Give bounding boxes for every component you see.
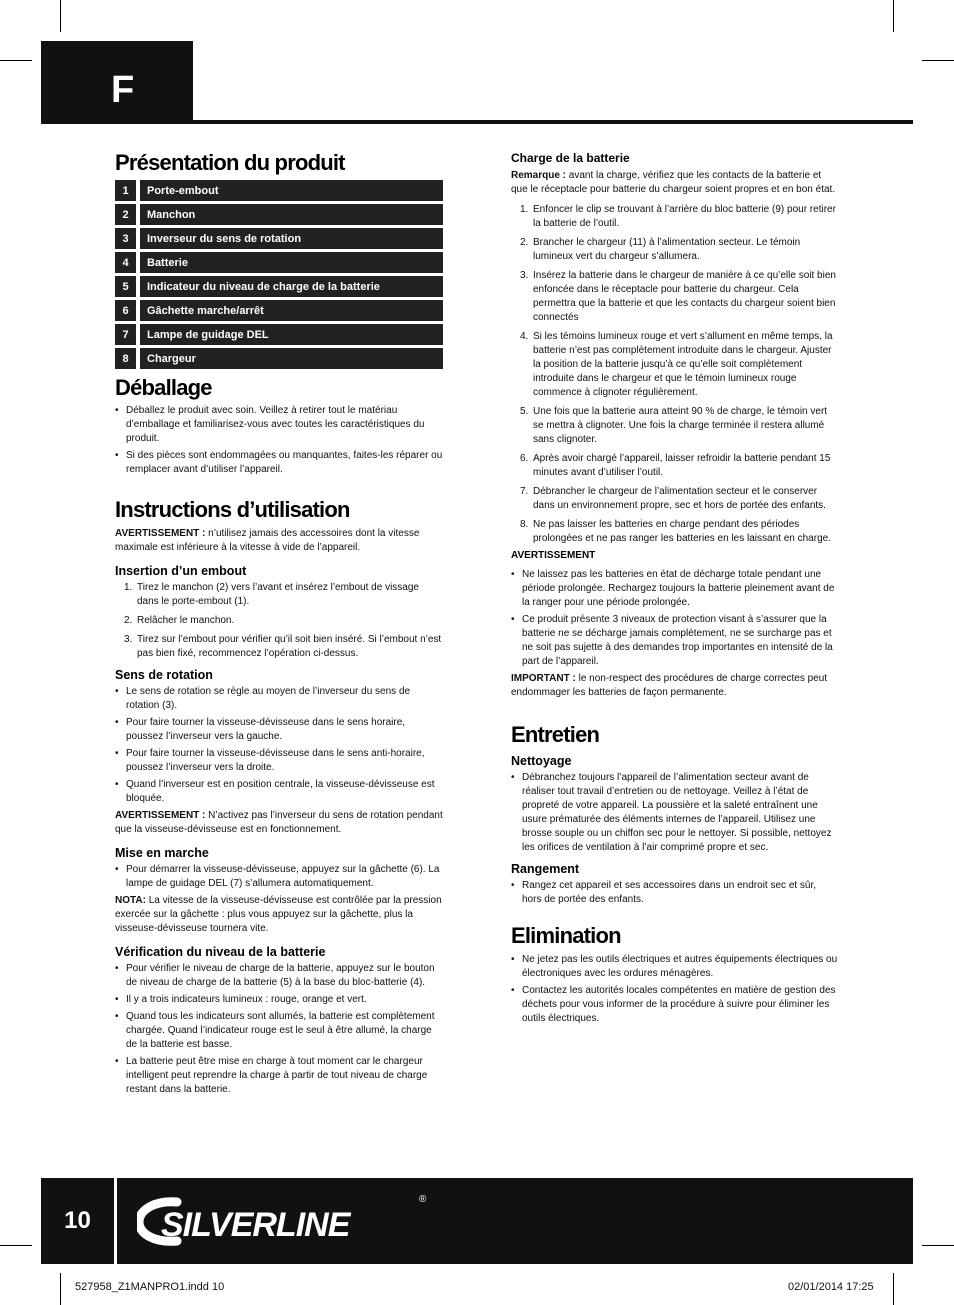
list-item: • Quand l’inverseur est en position centrale, la visseuse-dévisseuse est bloquée. — [115, 778, 443, 806]
step-number: 1. — [124, 582, 133, 593]
language-tab — [41, 41, 193, 124]
rangement-list — [511, 879, 838, 907]
parts-label: Gâchette marche/arrêt — [140, 300, 443, 321]
crop-mark — [893, 1273, 894, 1305]
crop-mark — [60, 0, 61, 32]
parts-row — [115, 324, 443, 345]
list-item: • Ne laissez pas les batteries en état de décharge totale pendant une période prolongée. Rechargez toujours la batterie pleinement avant de la ranger pour une période prolongée. — [511, 568, 838, 610]
parts-number: 8 — [115, 348, 136, 369]
section-title-entretien: Entretien — [511, 722, 600, 747]
list-item: • Débranchez toujours l’appareil de l’alimentation secteur avant de réaliser tout travail d’entretien ou de nettoyage. Veillez à l’état de propreté de votre appareil. La poussière et la saleté entraînent une usure prématurée des éléments internes de l’appareil. Utilisez une brosse souple ou un chiffon sec pour le nettoyer. Si possible, nettoyez les orifices de ventilation à l’air comprimé propre et sec. — [511, 771, 838, 855]
svg-text:SILVERLINE: SILVERLINE — [161, 1206, 350, 1244]
footer-divider — [114, 1178, 117, 1264]
parts-label: Lampe de guidage DEL — [140, 324, 443, 345]
step-text: Débrancher le chargeur de l’alimentation secteur et le conserver dans un environnement propre, sec et hors de portée des enfants. — [533, 486, 826, 511]
parts-row — [115, 252, 443, 273]
step-item — [511, 236, 838, 264]
step-item — [115, 614, 443, 628]
list-item: • Pour vérifier le niveau de charge de la batterie, appuyez sur le bouton de niveau de charge de la batterie (5) à la base du bloc-batterie (4). — [115, 962, 443, 990]
subheading-rangement: Rangement — [511, 862, 580, 876]
step-number: 3. — [520, 270, 529, 281]
list-item: • Si des pièces sont endommagées ou manquantes, faites-les réparer ou remplacer avant d’utiliser l’appareil. — [115, 449, 443, 477]
parts-row — [115, 348, 443, 369]
slug-date: 02/01/2014 17:25 — [788, 1281, 874, 1293]
list-item: • Déballez le produit avec soin. Veillez à retirer tout le matériau d’emballage et familiarisez-vous avec toutes les caractéristiques du produit. — [115, 404, 443, 446]
subheading-nettoyage: Nettoyage — [511, 754, 572, 768]
parts-number: 1 — [115, 180, 136, 201]
parts-number: 2 — [115, 204, 136, 225]
deballage-list — [115, 404, 443, 477]
subheading-marche: Mise en marche — [115, 846, 209, 860]
step-item — [511, 203, 838, 231]
crop-mark — [922, 60, 954, 61]
page-number: 10 — [64, 1207, 91, 1234]
step-item — [511, 405, 838, 447]
list-item: • Le sens de rotation se règle au moyen de l’inverseur du sens de rotation (3). — [115, 685, 443, 713]
step-item — [511, 269, 838, 325]
step-number: 5. — [520, 406, 529, 417]
parts-table — [115, 180, 443, 369]
step-text: Après avoir chargé l’appareil, laisser refroidir la batterie pendant 15 minutes avant d’utiliser l’outil. — [533, 453, 831, 478]
rotation-warning: AVERTISSEMENT : N’activez pas l’inverseur du sens de rotation pendant que la visseuse-dévisseuse est en fonctionnement. — [115, 810, 443, 835]
crop-mark — [0, 1245, 32, 1246]
right-column — [511, 150, 838, 1029]
parts-row — [115, 300, 443, 321]
marche-list — [115, 863, 443, 891]
step-text: Tirez le manchon (2) vers l’avant et insérez l’embout de vissage dans le porte-embout (1). — [137, 582, 419, 607]
step-number: 1. — [520, 204, 529, 215]
parts-label: Batterie — [140, 252, 443, 273]
charge-steps — [511, 203, 838, 546]
crop-mark — [0, 60, 32, 61]
parts-number: 3 — [115, 228, 136, 249]
step-number: 7. — [520, 486, 529, 497]
list-item: • Il y a trois indicateurs lumineux : rouge, orange et vert. — [115, 993, 443, 1007]
insertion-steps — [115, 581, 443, 661]
list-item: • Contactez les autorités locales compétentes en matière de gestion des déchets pour vous informer de la procédure à suivre pour éliminer les outils électriques. — [511, 984, 838, 1026]
list-item: • Pour faire tourner la visseuse-dévisseuse dans le sens horaire, poussez l’inverseur vers la gauche. — [115, 716, 443, 744]
step-number: 4. — [520, 331, 529, 342]
parts-label: Inverseur du sens de rotation — [140, 228, 443, 249]
step-number: 3. — [124, 634, 133, 645]
crop-mark — [893, 0, 894, 32]
header-rule — [193, 120, 913, 124]
step-item — [511, 485, 838, 513]
left-column — [115, 150, 443, 1100]
section-title-elimination: Elimination — [511, 923, 621, 948]
silverline-logo — [137, 1186, 437, 1256]
parts-number: 4 — [115, 252, 136, 273]
charge-important: IMPORTANT : le non-respect des procédures de charge correctes peut endommager les batteries de façon permanente. — [511, 673, 828, 698]
parts-label: Porte-embout — [140, 180, 443, 201]
list-item: • Pour faire tourner la visseuse-dévisseuse dans le sens anti-horaire, poussez l’inverseur vers la droite. — [115, 747, 443, 775]
list-item: • Pour démarrer la visseuse-dévisseuse, appuyez sur la gâchette (6). La lampe de guidage DEL (7) s’allumera automatiquement. — [115, 863, 443, 891]
parts-label: Indicateur du niveau de charge de la batterie — [140, 276, 443, 297]
step-text: Si les témoins lumineux rouge et vert s’allument en même temps, la batterie n’est pas complètement introduite dans le chargeur. Ajuster la position de la batterie jusqu’à ce qu’elle soit complètement introduite dans le chargeur et que le témoin lumineux rouge commence à clignoter régulièrement. — [533, 331, 833, 398]
language-letter: F — [111, 69, 135, 111]
step-text: Tirez sur l’embout pour vérifier qu’il soit bien inséré. Si l’embout n’est pas bien fixé, recommencez l’opération ci-dessus. — [137, 634, 442, 659]
crop-mark — [60, 1273, 61, 1305]
parts-label: Chargeur — [140, 348, 443, 369]
charge-warning-list — [511, 568, 838, 669]
list-item: • Rangez cet appareil et ses accessoires dans un endroit sec et sûr, hors de portée des enfants. — [511, 879, 838, 907]
step-number: 2. — [124, 615, 133, 626]
nettoyage-list — [511, 771, 838, 855]
list-item: • Ne jetez pas les outils électriques et autres équipements électriques ou électroniques avec les ordures ménagères. — [511, 953, 838, 981]
rotation-list — [115, 685, 443, 806]
step-item — [511, 452, 838, 480]
parts-row — [115, 180, 443, 201]
elimination-list — [511, 953, 838, 1026]
step-text: Relâcher le manchon. — [137, 615, 235, 626]
step-item — [511, 330, 838, 400]
list-item: • Quand tous les indicateurs sont allumés, la batterie est complètement chargée. Quand l’indicateur rouge est le seul à être allumé, la charge de la batterie est basse. — [115, 1010, 443, 1052]
footer-bar — [41, 1178, 913, 1264]
step-item — [511, 518, 838, 546]
parts-row — [115, 228, 443, 249]
step-text: Une fois que la batterie aura atteint 90 % de charge, le témoin vert se mettra à clignoter. Une fois la charge terminée il restera allumé sans clignoter. — [533, 406, 828, 445]
step-text: Enfoncer le clip se trouvant à l’arrière du bloc batterie (9) pour retirer la batterie de l’outil. — [533, 204, 836, 229]
slug-file: 527958_Z1MANPRO1.indd 10 — [75, 1281, 225, 1293]
step-number: 2. — [520, 237, 529, 248]
step-number: 6. — [520, 453, 529, 464]
subheading-rotation: Sens de rotation — [115, 668, 213, 682]
step-number: 8. — [520, 519, 529, 530]
marche-note: NOTA: La vitesse de la visseuse-dévisseuse est contrôlée par la pression exercée sur la gâchette : plus vous appuyez sur la gâchette, plus la visseuse-dévisseuse tournera vite. — [115, 895, 442, 934]
subheading-charge: Charge de la batterie — [511, 151, 630, 165]
warning-paragraph: AVERTISSEMENT : n’utilisez jamais des accessoires dont la vitesse maximale est inférieure à la vitesse à vide de l’appareil. — [115, 528, 420, 553]
list-item: • La batterie peut être mise en charge à tout moment car le chargeur intelligent peut reprendre la charge à partir de tout niveau de charge restant dans la batterie. — [115, 1055, 443, 1097]
parts-number: 5 — [115, 276, 136, 297]
step-text: Insérez la batterie dans le chargeur de manière à ce qu’elle soit bien enfoncée dans le réceptacle pour batterie du chargeur. Cela permettra que la batterie et que les contacts du chargeur soient bien connectés — [533, 270, 836, 323]
step-item — [115, 633, 443, 661]
subheading-insertion: Insertion d’un embout — [115, 564, 247, 578]
section-title-presentation: Présentation du produit — [115, 150, 345, 175]
svg-text:®: ® — [419, 1194, 427, 1205]
parts-label: Manchon — [140, 204, 443, 225]
parts-row — [115, 276, 443, 297]
step-text: Ne pas laisser les batteries en charge pendant des périodes prolongées et ne pas ranger les batteries en les laissant en charge. — [533, 519, 831, 544]
parts-row — [115, 204, 443, 225]
verification-list — [115, 962, 443, 1097]
parts-number: 6 — [115, 300, 136, 321]
subheading-verification: Vérification du niveau de la batterie — [115, 945, 326, 959]
charge-remark: Remarque : avant la charge, vérifiez que les contacts de la batterie et que le réceptacle pour batterie du chargeur soient propres et en bon état. — [511, 170, 836, 195]
section-title-instructions: Instructions d’utilisation — [115, 497, 350, 522]
list-item: • Ce produit présente 3 niveaux de protection visant à s’assurer que la batterie ne se décharge jamais complètement, ne se surcharge pas et ne soit pas sujette à des demandes trop importantes en intensité de la part de l’appareil. — [511, 613, 838, 669]
parts-number: 7 — [115, 324, 136, 345]
charge-warning-heading: AVERTISSEMENT — [511, 550, 596, 561]
crop-mark — [922, 1245, 954, 1246]
step-item — [115, 581, 443, 609]
step-text: Brancher le chargeur (11) à l’alimentation secteur. Le témoin lumineux vert du chargeur s’allumera. — [533, 237, 801, 262]
section-title-deballage: Déballage — [115, 375, 212, 400]
